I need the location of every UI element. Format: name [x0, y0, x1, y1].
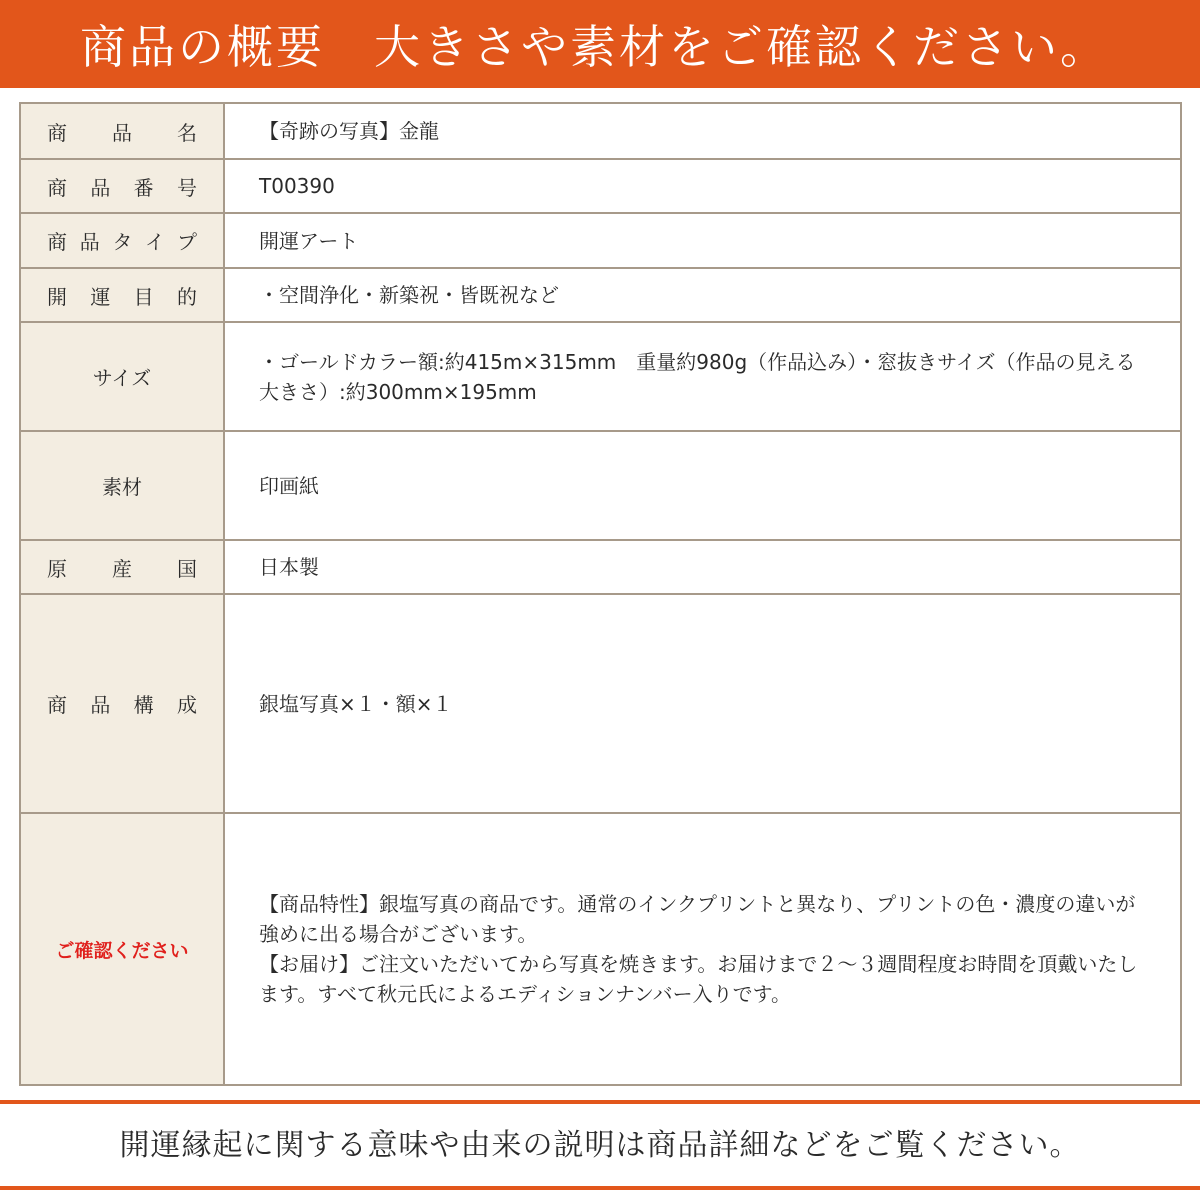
table-row — [20, 103, 1181, 159]
notice-paragraph-delivery: 【お届け】ご注文いただいてから写真を焼きます。お届けまで２〜３週間程度お時間を頂戴いたします。すべて秋元氏によるエディションナンバー入りです。 — [259, 952, 1138, 1006]
table-row — [20, 540, 1181, 594]
footer-note: 開運縁起に関する意味や由来の説明は商品詳細などをご覧ください。 — [119, 1128, 1081, 1163]
table-row — [20, 431, 1181, 540]
row-label-origin: 原産国 — [20, 540, 224, 594]
row-value-contents: 銀塩写真×１・額×１ — [224, 594, 1181, 813]
table-row — [20, 813, 1181, 1085]
row-value-size: ・ゴールドカラー額:約415m×315mm 重量約980g（作品込み）・窓抜きサイズ（作品の見える大きさ）:約300mm×195mm — [224, 322, 1181, 431]
row-label-size: サイズ — [20, 322, 224, 431]
header-bar — [0, 0, 1200, 88]
footer-divider-bottom — [0, 1186, 1200, 1190]
row-label-product-type: 商品タイプ — [20, 213, 224, 268]
row-label-product-number: 商品番号 — [20, 159, 224, 213]
row-value-notice — [224, 813, 1181, 1085]
table-row — [20, 268, 1181, 322]
row-value-product-name: 【奇跡の写真】金龍 — [224, 103, 1181, 159]
row-value-material: 印画紙 — [224, 431, 1181, 540]
row-label-material: 素材 — [20, 431, 224, 540]
row-label-purpose: 開運目的 — [20, 268, 224, 322]
notice-paragraph-characteristics: 【商品特性】銀塩写真の商品です。通常のインクプリントと異なり、プリントの色・濃度の違いが強めに出る場合がございます。 — [259, 892, 1136, 946]
table-row — [20, 213, 1181, 268]
page-title: 商品の概要 大きさや素材をご確認ください。 — [80, 20, 1109, 74]
footer-divider-top — [0, 1100, 1200, 1104]
row-value-product-type: 開運アート — [224, 213, 1181, 268]
row-label-notice: ご確認ください — [20, 813, 224, 1085]
table-row — [20, 322, 1181, 431]
table-row — [20, 594, 1181, 813]
row-value-purpose: ・空間浄化・新築祝・皆既祝など — [224, 268, 1181, 322]
table-row — [20, 159, 1181, 213]
row-label-product-name: 商品名 — [20, 103, 224, 159]
row-value-origin: 日本製 — [224, 540, 1181, 594]
row-value-product-number: T00390 — [224, 159, 1181, 213]
row-label-contents: 商品構成 — [20, 594, 224, 813]
product-spec-table — [19, 102, 1182, 1086]
